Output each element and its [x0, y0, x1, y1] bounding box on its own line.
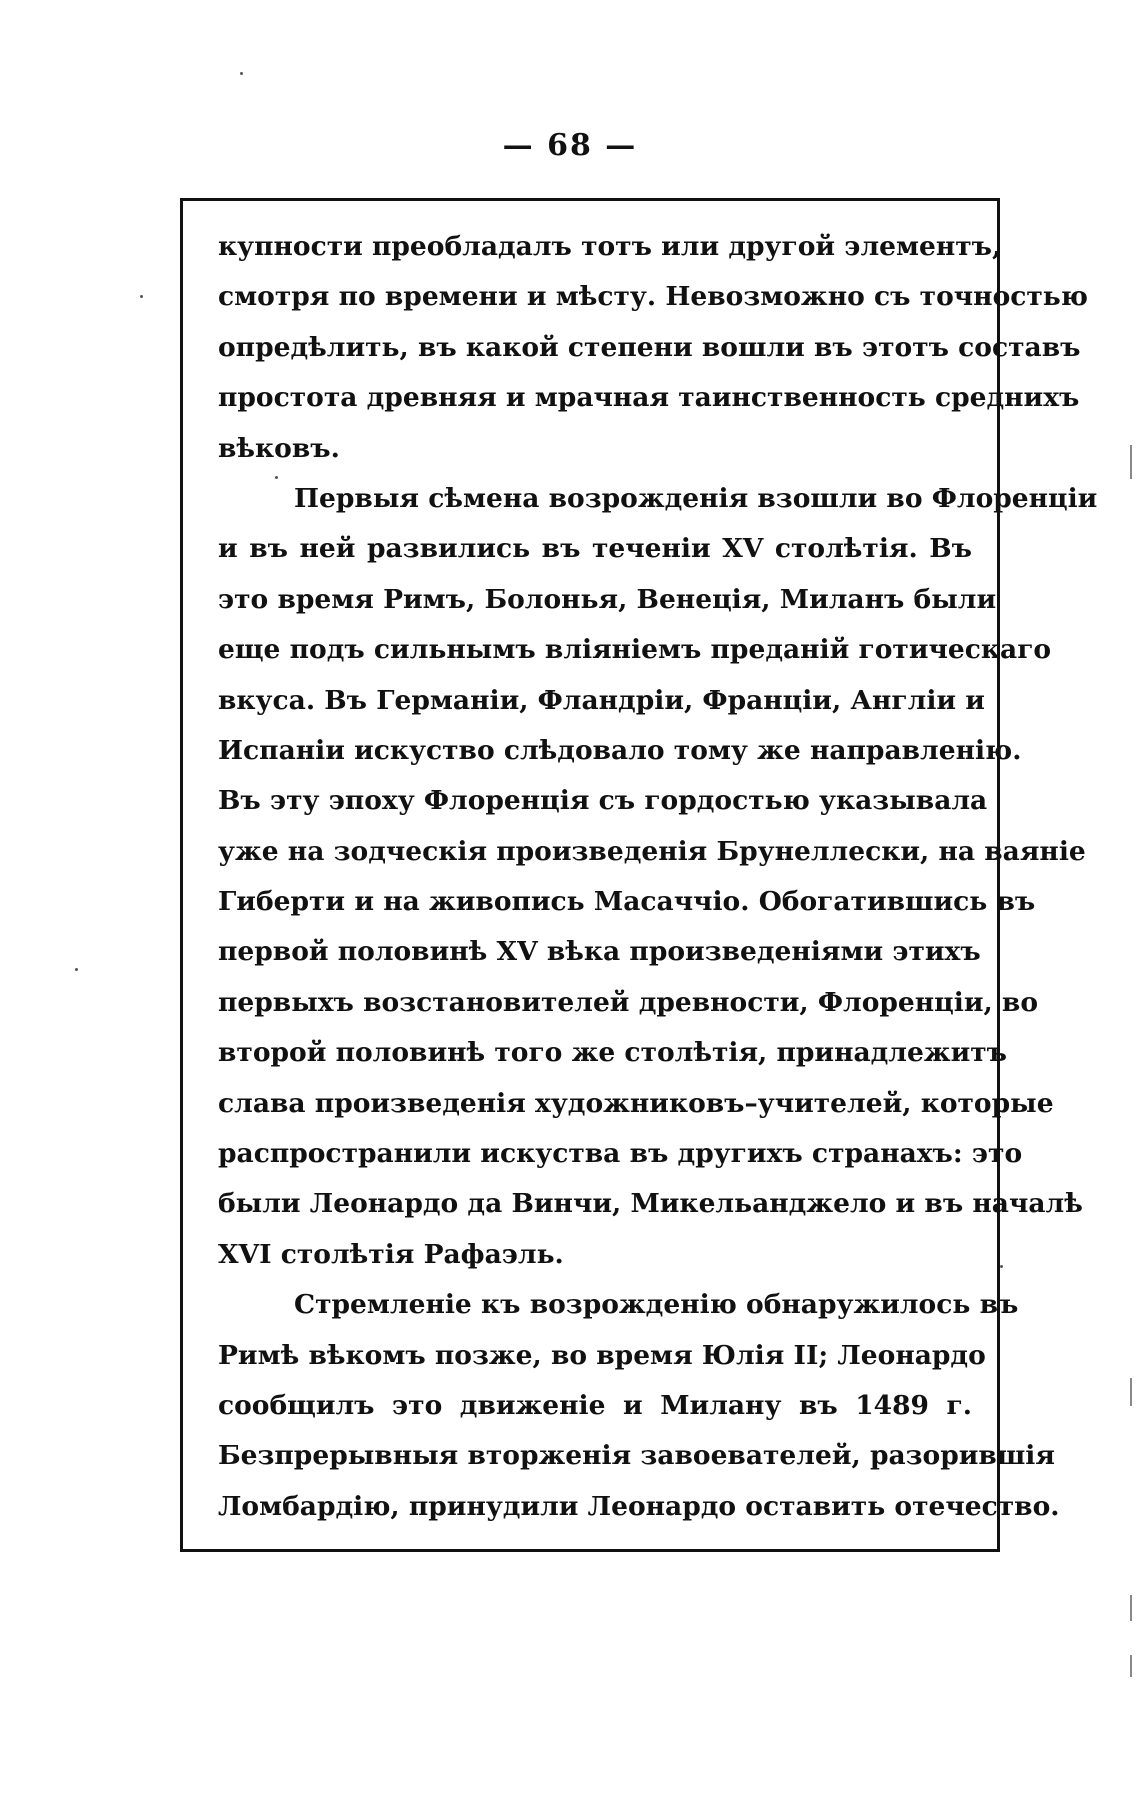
scan-speck [240, 72, 243, 75]
scan-edge-mark [1130, 1378, 1132, 1406]
text-line: купности преобладалъ тотъ или другой элементъ, [218, 231, 1002, 262]
text-line: первыхъ возстановителей древности, Флоренціи, во [218, 986, 1039, 1018]
body-text [218, 222, 1098, 1532]
text-line: второй половинѣ того же столѣтія, принадлежитъ [218, 1037, 1008, 1069]
text-line: опредѣлить, въ какой степени вошли въ этотъ составъ [218, 331, 1081, 363]
text-line: были Леонардо да Винчи, Микельанджело и въ началѣ [218, 1188, 1083, 1220]
paragraph-first-line: Стремленіе къ возрожденію обнаружилось въ [294, 1289, 1019, 1321]
text-line: Гиберти и на живопись Масаччіо. Обогатившись въ [218, 886, 1036, 918]
text-line: смотря по времени и мѣсту. Невозможно съ точностью [218, 281, 1088, 313]
scan-edge-mark [1130, 445, 1132, 479]
text-line: распространили искуства въ другихъ странахъ: это [218, 1138, 1023, 1170]
text-line: первой половинѣ XV вѣка произведеніями этихъ [218, 936, 981, 968]
scan-speck [75, 968, 78, 971]
text-line: сообщилъ это движеніе и Милану въ 1489 г. [218, 1389, 972, 1421]
text-line: XVI столѣтія Рафаэль. [218, 1238, 564, 1270]
text-line: Ломбардію, принудили Леонардо оставить отечество. [218, 1490, 1060, 1522]
text-line: Безпрерывныя вторженія завоевателей, разорившія [218, 1440, 1055, 1472]
text-line: уже на зодческія произведенія Брунеллески, на ваяніе [218, 835, 1086, 867]
text-line: Римѣ вѣкомъ позже, во время Юлія II; Леонардо [218, 1339, 986, 1371]
text-line: простота древняя и мрачная таинственность среднихъ [218, 382, 1080, 414]
scan-speck [140, 295, 143, 298]
page-number: — 68 — [502, 128, 638, 163]
text-line: Испаніи искуство слѣдовало тому же направленію. [218, 734, 1022, 766]
text-line: слава произведенія художниковъ–учителей, которые [218, 1087, 1054, 1119]
text-line: вѣковъ. [218, 432, 340, 464]
text-line: и въ ней развились въ теченіи XV столѣтія. Въ [218, 533, 972, 565]
scan-edge-mark [1130, 1595, 1132, 1621]
paragraph-first-line: Первыя сѣмена возрожденія взошли во Флоренціи [294, 482, 1098, 514]
scan-speck [275, 476, 278, 479]
scan-edge-mark [1130, 1655, 1132, 1677]
scan-speck [1000, 1265, 1003, 1268]
text-line: Въ эту эпоху Флоренція съ гордостью указывала [218, 785, 988, 817]
text-line: еще подъ сильнымъ вліяніемъ преданій готическаго [218, 634, 1052, 666]
text-line: вкуса. Въ Германіи, Фландріи, Франціи, Англіи и [218, 684, 985, 716]
text-line: это время Римъ, Болонья, Венеція, Миланъ были [218, 583, 997, 615]
